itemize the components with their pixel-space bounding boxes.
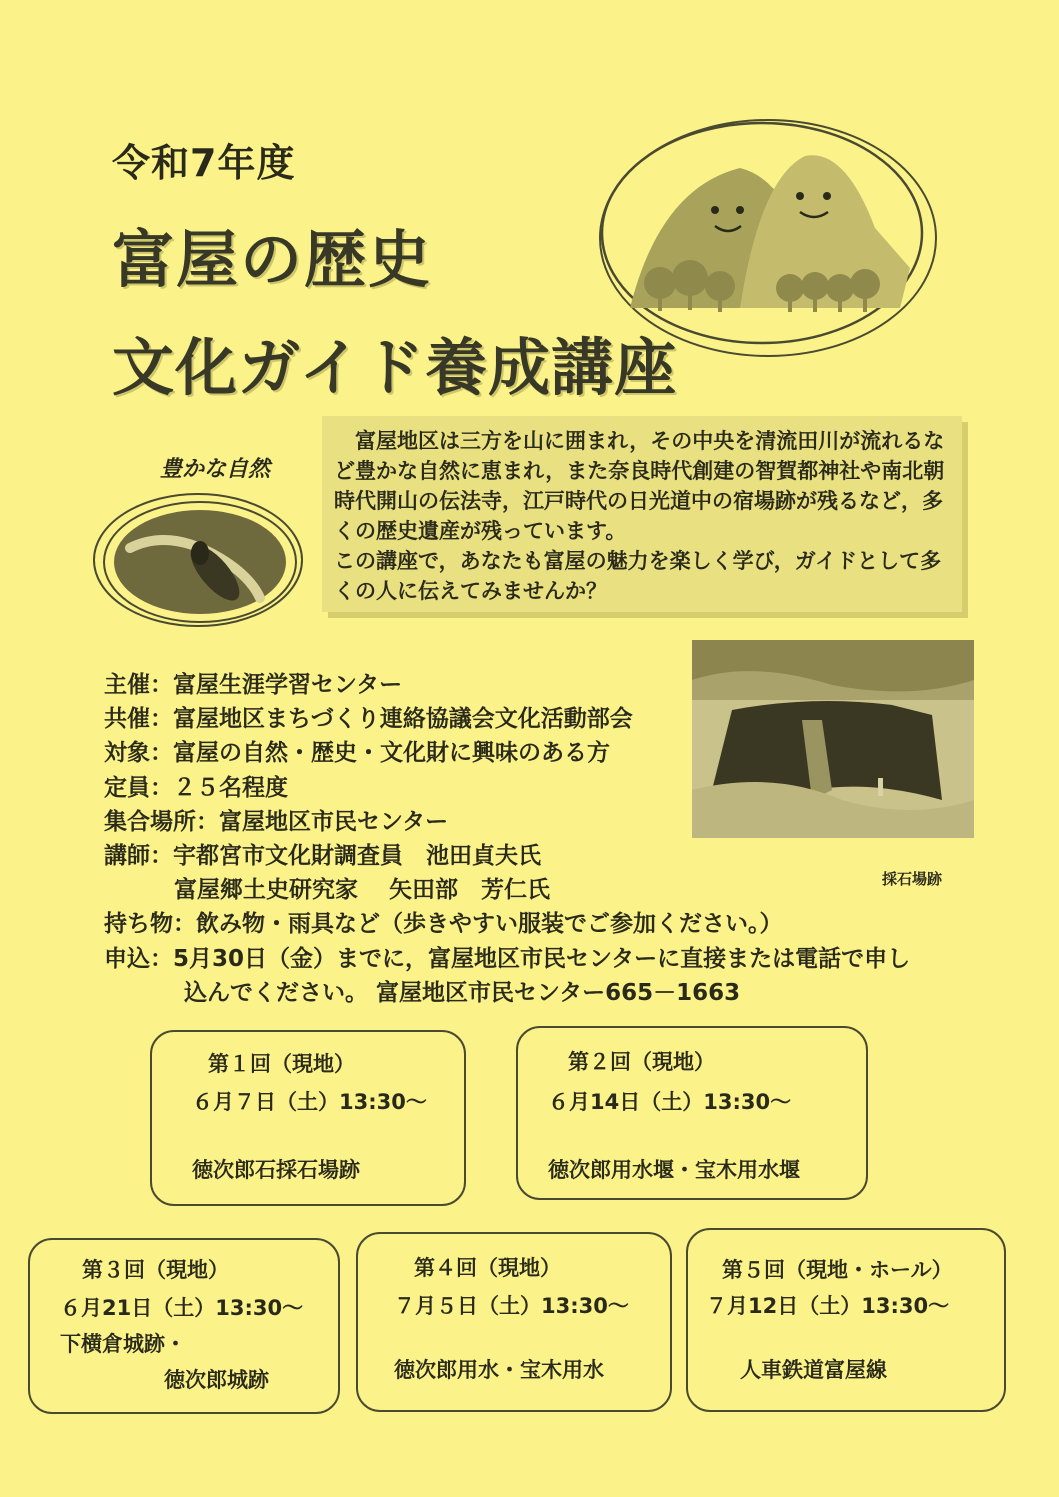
session-4-place: 徳次郎用水・宝木用水 [394, 1358, 604, 1382]
session-1-date: ６月７日（土）13:30～ [192, 1090, 427, 1114]
insect-illustration [90, 488, 310, 638]
title-line-1: 富屋の歴史 [112, 223, 433, 296]
session-2-box [516, 1026, 868, 1200]
session-3-title: 第３回（現地） [82, 1258, 229, 1282]
lecturer-2: 富屋郷土史研究家 矢田部 芳仁氏 [174, 877, 551, 904]
session-2-title: 第２回（現地） [568, 1050, 715, 1074]
co-organizer: 共催：富屋地区まちづくり連絡協議会文化活動部会 [104, 706, 633, 733]
application-line-2: 込んでください。 富屋地区市民センター665－1663 [184, 979, 741, 1006]
session-5-box [686, 1228, 1006, 1412]
session-3-place-line-2: 徳次郎城跡 [164, 1368, 269, 1392]
quarry-photo [692, 640, 974, 838]
capacity: 定員：２５名程度 [104, 774, 288, 801]
photo-caption: 採石場跡 [882, 870, 943, 888]
session-5-title: 第５回（現地・ホール） [722, 1258, 953, 1282]
title-line-2: 文化ガイド養成講座 [112, 331, 678, 404]
nature-label: 豊かな自然 [160, 457, 271, 482]
intro-paragraph-1: 富屋地区は三方を山に囲まれ，その中央を清流田川が流れるなど豊かな自然に恵まれ，また奈良時代創建の智賀都神社や南北朝時代開山の伝法寺，江戸時代の日光道中の宿場跡が残るなど，多くの歴史遺産が残っています。 [334, 429, 945, 543]
intro-paragraph-2: この講座で，あなたも富屋の魅力を楽しく学び，ガイドとして多くの人に伝えてみませんか？ [334, 549, 942, 603]
session-3-date: ６月21日（土）13:30～ [60, 1296, 304, 1320]
organizer: 主催：富屋生涯学習センター [104, 672, 403, 698]
session-5-place: 人車鉄道富屋線 [740, 1358, 887, 1382]
session-4-box [356, 1232, 672, 1412]
session-1-place: 徳次郎石採石場跡 [192, 1158, 360, 1182]
session-3-place-line-1: 下横倉城跡・ [60, 1332, 186, 1356]
smiling-mountains-illustration [590, 118, 940, 368]
belongings: 持ち物：飲み物・雨具など（歩きやすい服装でご参加ください。） [104, 911, 783, 938]
application-line-1: 申込：5月30日（金）までに，富屋地区市民センターに直接または電話で申し [104, 945, 911, 972]
year-label: 令和7年度 [112, 141, 296, 185]
session-3-box [28, 1238, 340, 1414]
lecturer-1: 講師：宇都宮市文化財調査員 池田貞夫氏 [104, 843, 541, 870]
session-5-date: ７月12日（土）13:30～ [706, 1294, 950, 1318]
intro-text-box [322, 416, 962, 612]
session-4-title: 第４回（現地） [414, 1256, 561, 1280]
meeting-place: 集合場所：富屋地区市民センター [104, 808, 449, 835]
session-1-box [150, 1030, 466, 1206]
session-4-date: ７月５日（土）13:30～ [394, 1294, 629, 1318]
target-audience: 対象：富屋の自然・歴史・文化財に興味のある方 [104, 740, 610, 767]
session-2-date: ６月14日（土）13:30～ [548, 1090, 792, 1114]
session-2-place: 徳次郎用水堰・宝木用水堰 [548, 1158, 800, 1182]
session-1-title: 第１回（現地） [208, 1052, 355, 1076]
